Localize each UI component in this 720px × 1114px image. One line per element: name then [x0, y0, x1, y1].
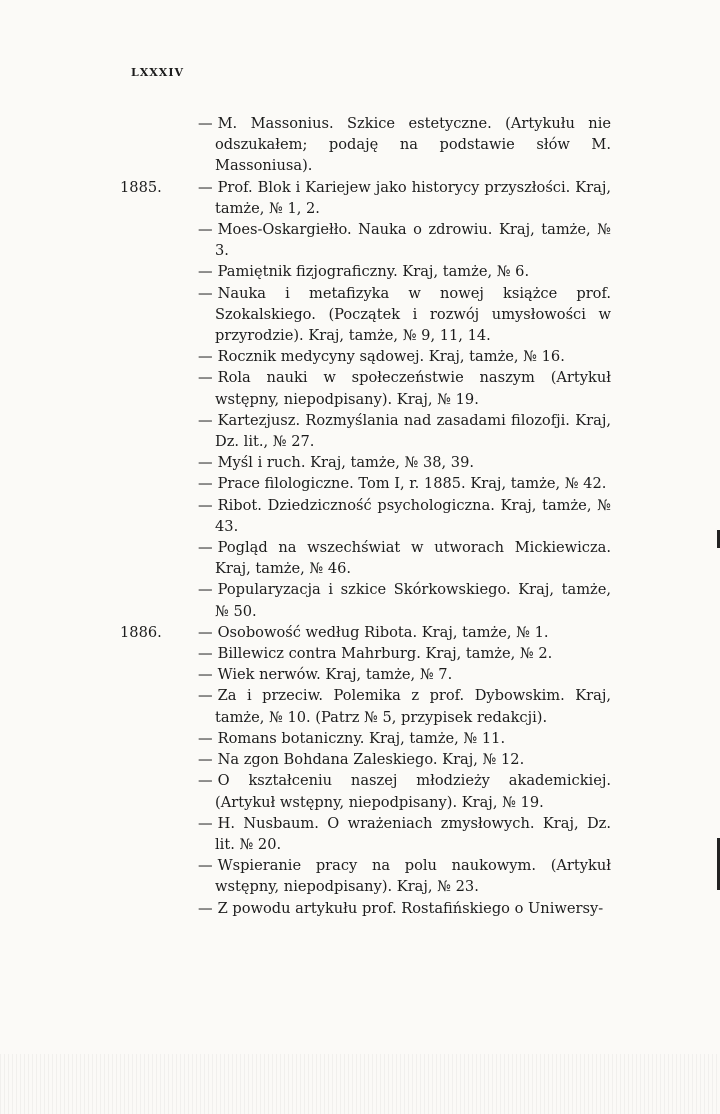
- entry-text: Na zgon Bohdana Zaleskiego. Kraj, № 12.: [217, 751, 525, 769]
- bibliography-entry: [0, 770, 611, 812]
- entry-dash: —: [198, 751, 213, 769]
- entry-dash: —: [198, 221, 213, 239]
- entry-text: H. Nusbaum. O wrażeniach zmysłowych. Kraj, Dz. lit. № 20.: [215, 814, 611, 853]
- bibliography-entry: [0, 495, 611, 537]
- bibliography-entry: [0, 749, 611, 770]
- page-number: LXXXIV: [131, 66, 185, 79]
- entry-dash: —: [198, 263, 213, 281]
- entry-dash: —: [198, 475, 213, 493]
- bibliography-entry: [0, 579, 611, 621]
- bibliography-entry: [0, 537, 611, 579]
- entry-dash: —: [198, 687, 213, 705]
- bibliography-entry: [0, 728, 611, 749]
- entry-dash: —: [198, 899, 213, 917]
- bibliography-entry: [0, 452, 611, 473]
- entry-text: Myśl i ruch. Kraj, tamże, № 38, 39.: [217, 454, 475, 472]
- entry-dash: —: [198, 284, 213, 302]
- bibliography-entry: [0, 367, 611, 409]
- entry-text: Osobowość według Ribota. Kraj, tamże, № 1.: [217, 623, 549, 641]
- entry-dash: —: [198, 115, 213, 132]
- entry-text: Rocznik medycyny sądowej. Kraj, tamże, № 16.: [217, 348, 565, 366]
- bibliography-entry: [0, 261, 611, 282]
- entry-dash: —: [198, 496, 213, 514]
- entry-text: O kształceniu naszej młodzieży akademickiej. (Artykuł wstępny, niepodpisany). Kraj, № 19.: [215, 772, 611, 811]
- bibliography-entry: [0, 898, 611, 919]
- scan-noise: [0, 1054, 720, 1114]
- entry-text: M. Massonius. Szkice estetyczne. (Artykułu nie odszukałem; podaję na podstawie słów M. Massoniusa).: [215, 115, 611, 175]
- entry-text: Nauka i metafizyka w nowej książce prof. Szokalskiego. (Początek i rozwój umysłowości w przyrodzie). Kraj, tamże, № 9, 11, 14.: [215, 284, 611, 345]
- entry-dash: —: [198, 348, 213, 366]
- bibliography-entry: [0, 410, 611, 452]
- entry-text: Kartezjusz. Rozmyślania nad zasadami filozofji. Kraj, Dz. lit., № 27.: [215, 411, 611, 451]
- entry-text: Billewicz contra Mahrburg. Kraj, tamże, № 2.: [217, 645, 553, 663]
- entry-year: 1886.: [120, 623, 162, 641]
- entry-dash: —: [198, 454, 213, 472]
- entry-text: Pogląd na wszechświat w utworach Mickiewicza. Kraj, tamże, № 46.: [215, 539, 611, 578]
- entry-text: Moes-Oskargiełło. Nauka o zdrowiu. Kraj, tamże, № 3.: [215, 221, 611, 260]
- bibliography-entry: [0, 346, 611, 367]
- entry-dash: —: [198, 814, 213, 832]
- entry-text: Z powodu artykułu prof. Rostafińskiego o Uniwersy-: [217, 899, 604, 917]
- bibliography-entry: [0, 855, 611, 897]
- entry-dash: —: [198, 772, 213, 790]
- bibliography-entry: [0, 813, 611, 855]
- entry-text: Popularyzacja i szkice Skórkowskiego. Kraj, tamże, № 50.: [215, 581, 611, 620]
- entry-dash: —: [198, 178, 213, 196]
- entry-text: Prace filologiczne. Tom I, r. 1885. Kraj, tamże, № 42.: [217, 475, 607, 493]
- entry-dash: —: [198, 645, 213, 663]
- bibliography-entry: [0, 622, 611, 643]
- entry-text: Wspieranie pracy na polu naukowym. (Artykuł wstępny, niepodpisany). Kraj, № 23.: [215, 857, 611, 896]
- bibliography-entry: [0, 177, 611, 219]
- bibliography-entry: [0, 643, 611, 664]
- entry-dash: —: [198, 857, 213, 875]
- entry-text: Prof. Blok i Kariejew jako historycy przyszłości. Kraj, tamże, № 1, 2.: [215, 178, 611, 217]
- entry-text: Rola nauki w społeczeństwie naszym (Artykuł wstępny, niepodpisany). Kraj, № 19.: [215, 369, 611, 408]
- entry-text: Romans botaniczny. Kraj, tamże, № 11.: [217, 729, 506, 747]
- entry-text: Pamiętnik fizjograficzny. Kraj, tamże, № 6.: [217, 263, 530, 281]
- entry-dash: —: [198, 539, 213, 557]
- entry-dash: —: [198, 411, 213, 429]
- bibliography-entry: [0, 685, 611, 727]
- bibliography-entry: [0, 283, 611, 347]
- entry-dash: —: [198, 369, 213, 387]
- entry-text: Ribot. Dziedziczność psychologiczna. Kraj, tamże, № 43.: [215, 496, 611, 535]
- bibliography-entry: [0, 219, 611, 261]
- bibliography-entry: [0, 664, 611, 685]
- entry-dash: —: [198, 666, 213, 684]
- entry-dash: —: [198, 581, 213, 599]
- entry-text: Za i przeciw. Polemika z prof. Dybowskim. Kraj, tamże, № 10. (Patrz № 5, przypisek redakcji).: [215, 687, 611, 726]
- bibliography-entry: [0, 473, 611, 494]
- entry-text: Wiek nerwów. Kraj, tamże, № 7.: [217, 666, 453, 684]
- entry-dash: —: [198, 623, 213, 641]
- entry-year: 1885.: [120, 178, 162, 196]
- entry-dash: —: [198, 729, 213, 747]
- bibliography-list: [0, 113, 720, 919]
- bibliography-entry: [0, 113, 611, 177]
